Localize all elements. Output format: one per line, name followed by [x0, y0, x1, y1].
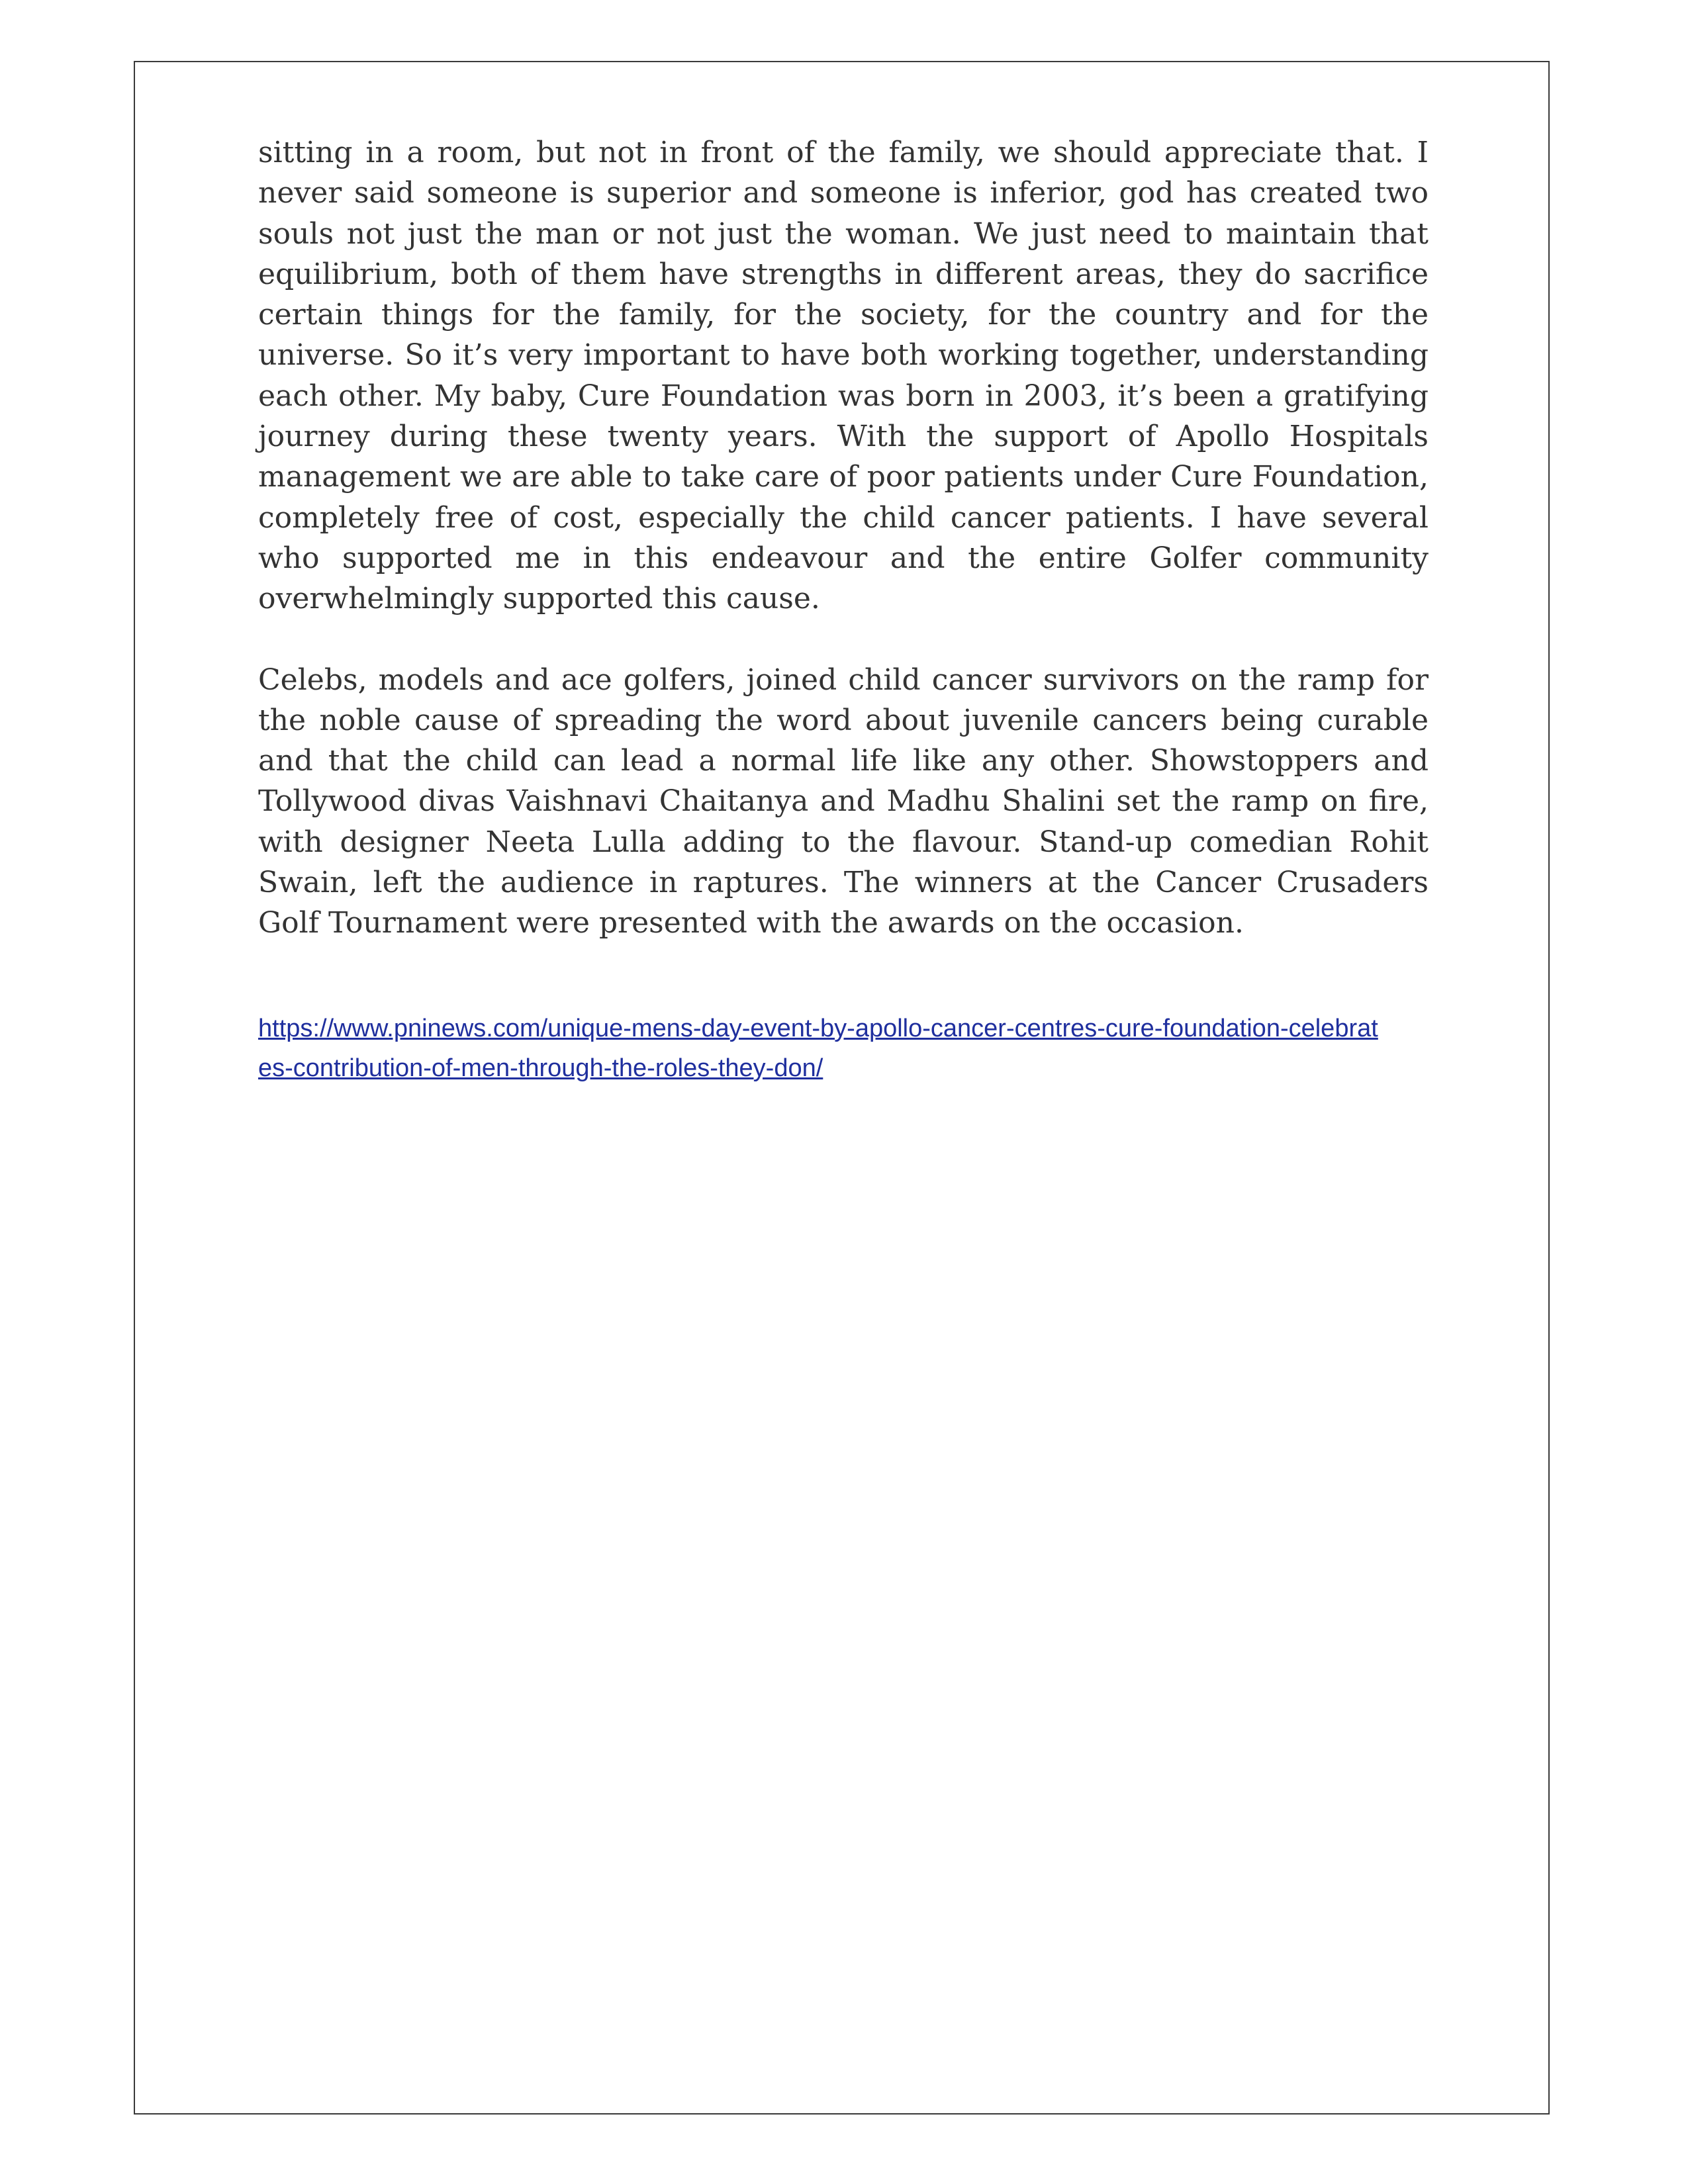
article-body [258, 132, 1429, 1088]
article-paragraph-2: Celebs, models and ace golfers, joined child cancer survivors on the ramp for the noble cause of spreading the word about juvenile cancers being curable and that the child can lead a normal life like any other. Showstoppers and Tollywood divas Vaishnavi Chaitanya and Madhu Shalini set the ramp on fire, with designer Neeta Lulla adding to the flavour. Stand-up comedian Rohit Swain, left the audience in raptures. The winners at the Cancer Crusaders Golf Tournament were presented with the awards on the occasion. [258, 662, 1429, 940]
article-paragraph-1: sitting in a room, but not in front of the family, we should appreciate that. I never said someone is superior and someone is inferior, god has created two souls not just the man or not just the woman. We just need to maintain that equilibrium, both of them have strengths in different areas, they do sacrifice certain things for the family, for the society, for the country and for the universe. So it’s very important to have both working together, understanding each other. My baby, Cure Foundation was born in 2003, it’s been a gratifying journey during these twenty years. With the support of Apollo Hospitals management we are able to take care of poor patients under Cure Foundation, completely free of cost, especially the child cancer patients. I have several who supported me in this endeavour and the entire Golfer community overwhelmingly supported this cause. [258, 136, 1429, 616]
source-link[interactable]: https://www.pninews.com/unique-mens-day-event-by-apollo-cancer-centres-cure-foundation-celebrates-contribution-of-men-through-the-roles-they-don/ [258, 1014, 1378, 1082]
